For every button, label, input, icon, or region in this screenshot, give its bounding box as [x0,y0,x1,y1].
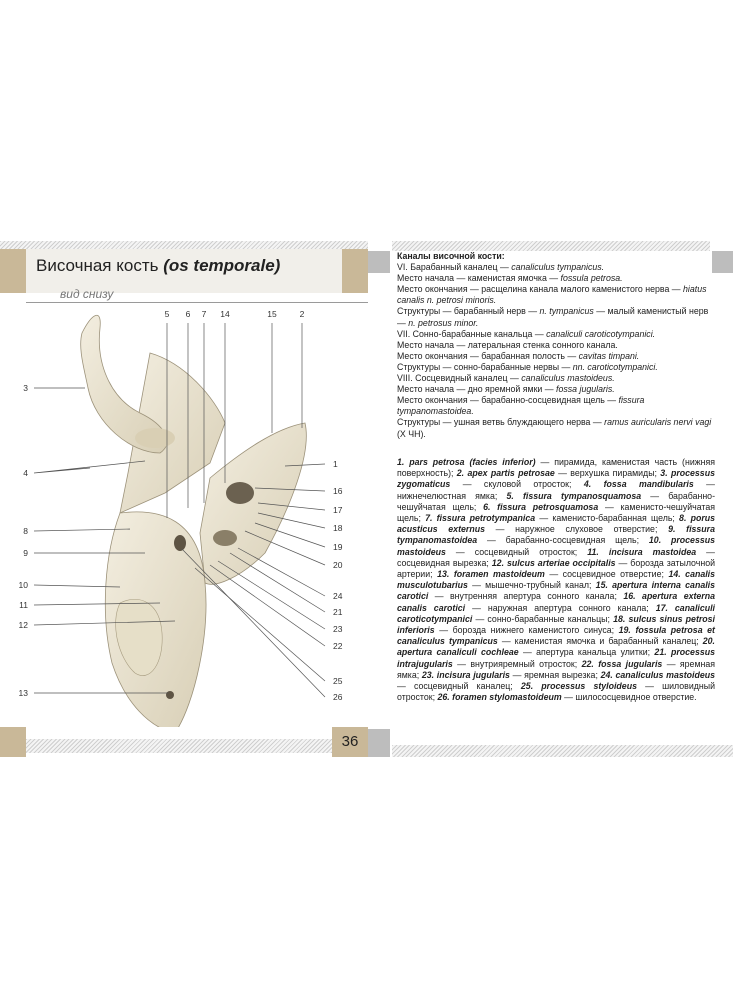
legend-term: 14. canalis musculotubarius [397,569,716,591]
temporal-bone-figure [0,303,368,727]
legend-desc: — барабанно-сосцевидная щель; [477,535,649,546]
legend-desc: — барабанно-чешуйчатая щель; [397,490,715,512]
legend-term: 16. apertura externa canalis carotici [397,591,716,613]
page-number: 36 [341,733,359,750]
canal-line: Структуры — ушная ветвь блуждающего нерва — ramus auricularis nervi vagi (X ЧН). [397,417,712,439]
fig-label-18: 18 [333,523,343,533]
legend-term: 20. apertura canaliculi cochleae [397,636,715,658]
fig-label-9: 9 [23,548,28,558]
figure-svg [0,303,368,727]
figure-legend [397,457,715,703]
page-subtitle: вид снизу [60,287,114,301]
legend-desc: — верхушка пирамиды; [554,468,661,479]
legend-desc: — борозда затылочной артерии; [397,557,715,580]
canal-line: Место окончания — расщелина канала малого каменистого нерва — hiatus canalis n. petrosi minoris. [397,284,707,306]
legend-term: 13. foramen mastoideum [437,569,545,580]
fig-label-8: 8 [23,526,28,536]
legend-term: 8. porus acusticus externus [397,513,716,535]
canals-section [397,251,715,440]
legend-term: 6. fissura petrosquamosa [483,501,599,512]
legend-desc: — каменистая ямочка и барабанный каналец; [497,636,703,647]
legend-desc: — наружная апертура сонного канала; [465,602,656,613]
legend-term: 5. fissura tympanosquamosa [506,490,642,501]
legend-term: 18. sulcus sinus petrosi inferioris [397,613,716,636]
header-gray-block [368,251,390,273]
jugular-fossa [213,530,237,546]
legend-desc: — яремная вырезка; [509,669,601,680]
external-carotid-aperture [226,482,254,504]
header-hatch-band [392,241,710,251]
header-tan-block [342,249,368,293]
legend-term: 26. foramen stylomastoideum [437,692,562,703]
canal-line: Место начала — латеральная стенка сонного канала. [397,339,618,350]
legend-desc: — борозда нижнего каменистого синуса; [434,625,619,636]
mastoid-foramen [166,691,174,699]
legend-term: 17. canaliculi caroticotympanici [397,602,715,624]
left-page [0,241,368,757]
fig-label-14: 14 [220,309,230,319]
fig-label-19: 19 [333,542,343,552]
fig-label-13: 13 [18,688,28,698]
canal-line: VII. Сонно-барабанные канальца — canaliculi caroticotympanici. [397,328,656,339]
fig-label-12: 12 [18,620,28,630]
legend-term: 19. fossula petrosa et canaliculus tympanicus [397,625,715,647]
legend-term: 15. apertura interna canalis carotici [397,580,715,602]
fig-label-7: 7 [201,309,207,319]
footer-gray-block [368,729,390,757]
legend-desc: — сосцевидный отросток; [445,546,588,557]
footer-tan-block [0,727,26,757]
legend-term: 22. fossa jugularis [581,658,663,669]
header-hatch-band [0,241,368,249]
fig-label-4: 4 [23,468,28,478]
book-spread [0,241,733,757]
legend-desc: — сосцевидный каналец; [397,681,521,692]
legend-term: 21. processus intrajugularis [397,647,715,669]
legend-desc: — сосцевидное отверстие; [544,569,669,580]
legend-desc: — шиловидный отросток; [397,681,715,703]
footer-hatch-band [392,745,733,757]
fig-label-26: 26 [333,692,343,702]
legend-desc: — яремная ямка; [397,658,716,680]
canal-line: Структуры — сонно-барабанные нервы — nn. caroticotympanici. [397,361,658,372]
legend-desc: — апертура канальца улитки; [518,647,655,658]
legend-term: 7. fissura petrotympanica [425,513,536,524]
fig-label-11: 11 [19,600,28,610]
legend-term: 10. processus mastoideus [397,535,715,557]
legend-term: 23. incisura jugularis [421,669,510,680]
fig-label-17: 17 [333,505,343,515]
legend-desc: — каменисто-барабанная щель; [535,513,680,524]
fig-label-21: 21 [333,607,343,617]
header-tan-block [0,249,26,293]
page-title: Височная кость (os temporale) [36,256,281,275]
fig-label-3: 3 [23,383,28,393]
legend-term: 24. canaliculus mastoideus [600,669,716,680]
footer-hatch-band [26,739,332,753]
fig-label-24: 24 [333,591,343,601]
legend-desc: — сонно-барабанные канальцы; [472,613,614,624]
legend-desc: — нижнечелюстная ямка; [397,479,715,501]
fig-label-10: 10 [18,580,28,590]
legend-desc: — внутрияремный отросток; [452,658,582,669]
fig-label-1: 1 [333,459,338,469]
canal-line: Структуры — барабанный нерв — n. tympanicus — малый каменистый нерв — n. petrosus minor. [397,306,709,328]
canal-line: Место начала — дно яремной ямки — fossa jugularis. [397,384,615,395]
legend-term: 3. processus zygomaticus [397,468,715,490]
fig-label-16: 16 [333,486,343,496]
stylomastoid-foramen [174,535,186,551]
legend-term: 1. pars petrosa (facies inferior) [397,457,536,467]
fig-label-23: 23 [333,624,343,634]
canal-line: VIII. Сосцевидный каналец — canaliculus mastoideus. [397,373,615,384]
legend-desc: — шилососцевидное отверстие. [561,692,697,703]
fig-label-5: 5 [164,309,170,319]
legend-desc: — мышечно-трубный канал; [467,580,596,591]
title-latin: (os temporale) [163,256,281,275]
legend-term: 12. sulcus arteriae occipitalis [491,557,616,568]
legend-term: 25. processus styloideus [520,681,637,692]
fig-label-6: 6 [185,309,191,319]
legend-term: 2. apex partis petrosae [456,468,555,479]
legend-term: 11. incisura mastoidea [587,546,697,557]
legend-desc: — пирамида, каменистая часть (нижняя поверхность); [397,457,716,479]
legend-desc: — сосцевидная вырезка; [397,546,715,568]
canal-line: Место окончания — барабанная полость — cavitas timpani. [397,350,640,361]
fig-label-25: 25 [333,676,343,686]
canal-line: Место начала — каменистая ямочка — fossula petrosa. [397,273,623,284]
legend-desc: — каменисто-чешуйчатая щель; [397,501,715,524]
legend-term: 4. fossa mandibularis [583,479,694,490]
legend-desc: — скуловой отросток; [450,479,584,490]
legend-term: 9. fissura tympanomastoidea [397,524,715,546]
canal-line: VI. Барабанный каналец — canaliculus tympanicus. [397,262,605,273]
header-gray-block [712,251,733,273]
legend-desc: — внутренняя апертура сонного канала; [428,591,624,602]
fig-label-15: 15 [267,309,277,319]
fig-label-20: 20 [333,560,343,570]
canal-line: Место окончания — барабанно-сосцевидная щель — fissura tympanomastoidea. [397,395,645,417]
legend-desc: — наружное слуховое отверстие; [484,524,669,535]
mandibular-fossa [135,428,175,448]
canals-heading: Каналы височной кости: [397,251,505,261]
right-page [368,241,733,757]
fig-label-2: 2 [299,309,305,319]
fig-label-22: 22 [333,641,343,651]
